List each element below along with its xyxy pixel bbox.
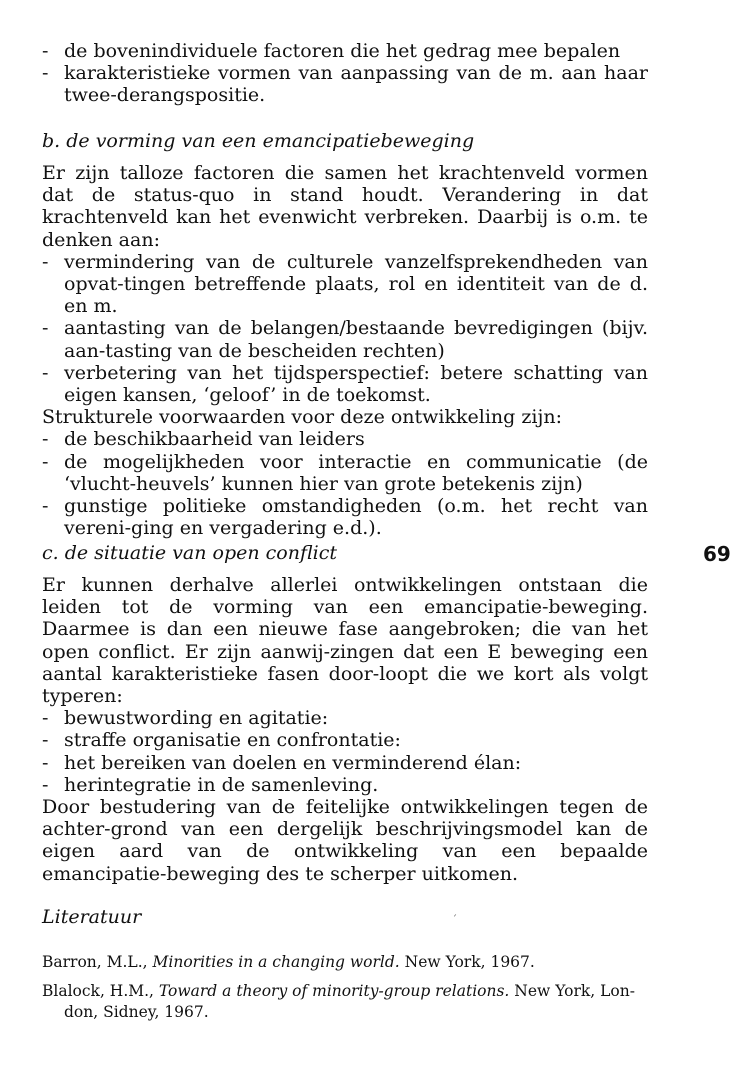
stray-mark: ´ <box>452 915 457 926</box>
list-item: - vermindering van de culturele vanzelfsprekendheden van opvat-tingen betreffende plaats, rol en identiteit van de d. en m. <box>42 250 648 318</box>
top-list <box>42 40 648 107</box>
list-item: - bewustwording en agitatie: <box>42 707 329 730</box>
section-c-closing: Door bestudering van de feitelijke ontwikkelingen tegen de achter-grond van een dergelijk beschrijvingsmodel kan de eigen aard van de ontwikkeling van een bepaalde emancipatie-beweging des te scherper uitkomen. <box>42 796 648 885</box>
section-c-heading: c. de situatie van open conflict <box>42 542 337 564</box>
top-list-block <box>42 40 648 107</box>
section-b-list1 <box>42 251 648 406</box>
list-item: - herintegratie in de samenleving. <box>42 773 379 796</box>
list-item: - de mogelijkheden voor interactie en communicatie (de ‘vlucht-heuvels’ kunnen hier van grote betekenis zijn) <box>42 450 648 495</box>
section-b-list2 <box>42 428 648 539</box>
list-item: - verbetering van het tijdsperspectief: betere schatting van eigen kansen, ‘geloof’ in de toekomst. <box>42 361 648 407</box>
list-item: - aantasting van de belangen/bestaande bevredigingen (bijv. aan-tasting van de bescheiden rechten) <box>42 317 648 362</box>
reference-item: Barron, M.L., Minorities in a changing world. New York, 1967. <box>42 953 535 971</box>
list-item: - het bereiken van doelen en verminderend élan: <box>42 751 522 774</box>
list-item: - de beschikbaarheid van leiders <box>42 428 365 451</box>
reference-item: Blalock, H.M., Toward a theory of minority-group relations. New York, Lon-don, Sidney, 1967. <box>42 982 635 1021</box>
section-c-body <box>42 574 648 885</box>
list-item: - de bovenindividuele factoren die het gedrag mee bepalen <box>42 40 621 62</box>
section-c-intro: Er kunnen derhalve allerlei ontwikkelingen ontstaan die leiden tot de vorming van een emancipatie-beweging. Daarmee is dan een nieuwe fase aangebroken; die van het open conflict. Er zijn aanwij-zingen dat een E beweging een aantal karakteristieke fasen door-loopt die we kort als volgt typeren: <box>42 574 648 708</box>
section-b-conditions-intro: Strukturele voorwaarden voor deze ontwikkeling zijn: <box>42 406 562 429</box>
section-b-heading: b. de vorming van een emancipatiebeweging <box>42 130 475 152</box>
list-item: - straffe organisatie en confrontatie: <box>42 729 401 752</box>
list-item: - karakteristieke vormen van aanpassing van de m. aan haar twee-derangspositie. <box>42 62 648 107</box>
page-number: 69 <box>703 542 731 566</box>
section-b-intro: Er zijn talloze factoren die samen het krachtenveld vormen dat de status-quo in stand houdt. Verandering in dat krachtenveld kan het evenwicht verbreken. Daarbij is o.m. te denken aan: <box>42 162 648 251</box>
list-item: - gunstige politieke omstandigheden (o.m. het recht van vereni-ging en vergadering e.d.). <box>42 495 648 540</box>
section-b-body <box>42 162 648 539</box>
literature-heading: Literatuur <box>42 906 142 928</box>
section-c-list <box>42 707 648 796</box>
literature-list <box>42 952 652 1023</box>
